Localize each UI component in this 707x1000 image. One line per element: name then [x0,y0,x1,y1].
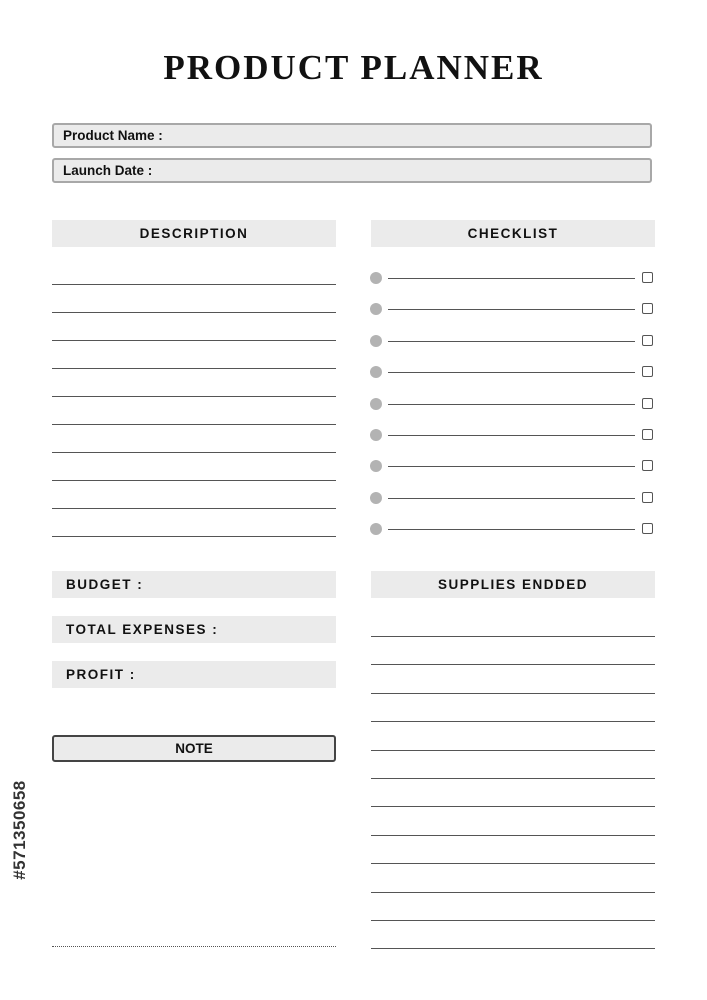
checklist-line[interactable] [388,529,635,530]
note-dotted-line [52,946,336,947]
product-name-label: Product Name : [63,128,163,143]
supplies-line[interactable] [371,806,655,807]
description-line[interactable] [52,536,336,537]
checklist-line[interactable] [388,404,635,405]
checklist-line[interactable] [388,435,635,436]
checklist-line[interactable] [388,466,635,467]
supplies-line[interactable] [371,750,655,751]
description-header: DESCRIPTION [52,220,336,247]
description-line[interactable] [52,312,336,313]
checklist-line[interactable] [388,498,635,499]
supplies-line[interactable] [371,920,655,921]
checklist-bullet [370,366,382,378]
checkbox-icon[interactable] [642,335,653,346]
checkbox-icon[interactable] [642,272,653,283]
checkbox-icon[interactable] [642,429,653,440]
description-line[interactable] [52,508,336,509]
checklist-line[interactable] [388,372,635,373]
checkbox-icon[interactable] [642,460,653,471]
checklist-bullet [370,460,382,472]
checklist-bullet [370,523,382,535]
supplies-line[interactable] [371,948,655,949]
checklist-bullet [370,398,382,410]
description-line[interactable] [52,340,336,341]
description-line[interactable] [52,368,336,369]
checkbox-icon[interactable] [642,303,653,314]
stock-id-label: #571350658 [10,780,29,880]
note-header: NOTE [52,735,336,762]
checkbox-icon[interactable] [642,366,653,377]
supplies-line[interactable] [371,693,655,694]
checklist-bullet [370,272,382,284]
checklist-bullet [370,492,382,504]
checkbox-icon[interactable] [642,523,653,534]
description-line[interactable] [52,480,336,481]
budget-header: BUDGET : [52,571,336,598]
total-expenses-header: TOTAL EXPENSES : [52,616,336,643]
supplies-line[interactable] [371,863,655,864]
checklist-line[interactable] [388,341,635,342]
supplies-line[interactable] [371,664,655,665]
checkbox-icon[interactable] [642,492,653,503]
supplies-header: SUPPLIES ENDDED [371,571,655,598]
supplies-line[interactable] [371,778,655,779]
description-line[interactable] [52,424,336,425]
page-title: PRODUCT PLANNER [163,48,544,87]
checklist-bullet [370,303,382,315]
description-line[interactable] [52,396,336,397]
description-line[interactable] [52,284,336,285]
checklist-line[interactable] [388,309,635,310]
launch-date-field[interactable] [52,158,652,183]
product-name-field[interactable] [52,123,652,148]
supplies-line[interactable] [371,835,655,836]
supplies-line[interactable] [371,892,655,893]
checkbox-icon[interactable] [642,398,653,409]
supplies-line[interactable] [371,636,655,637]
profit-header: PROFIT : [52,661,336,688]
supplies-line[interactable] [371,721,655,722]
launch-date-label: Launch Date : [63,163,153,178]
checklist-header: CHECKLIST [371,220,655,247]
description-line[interactable] [52,452,336,453]
checklist-line[interactable] [388,278,635,279]
checklist-bullet [370,429,382,441]
checklist-bullet [370,335,382,347]
